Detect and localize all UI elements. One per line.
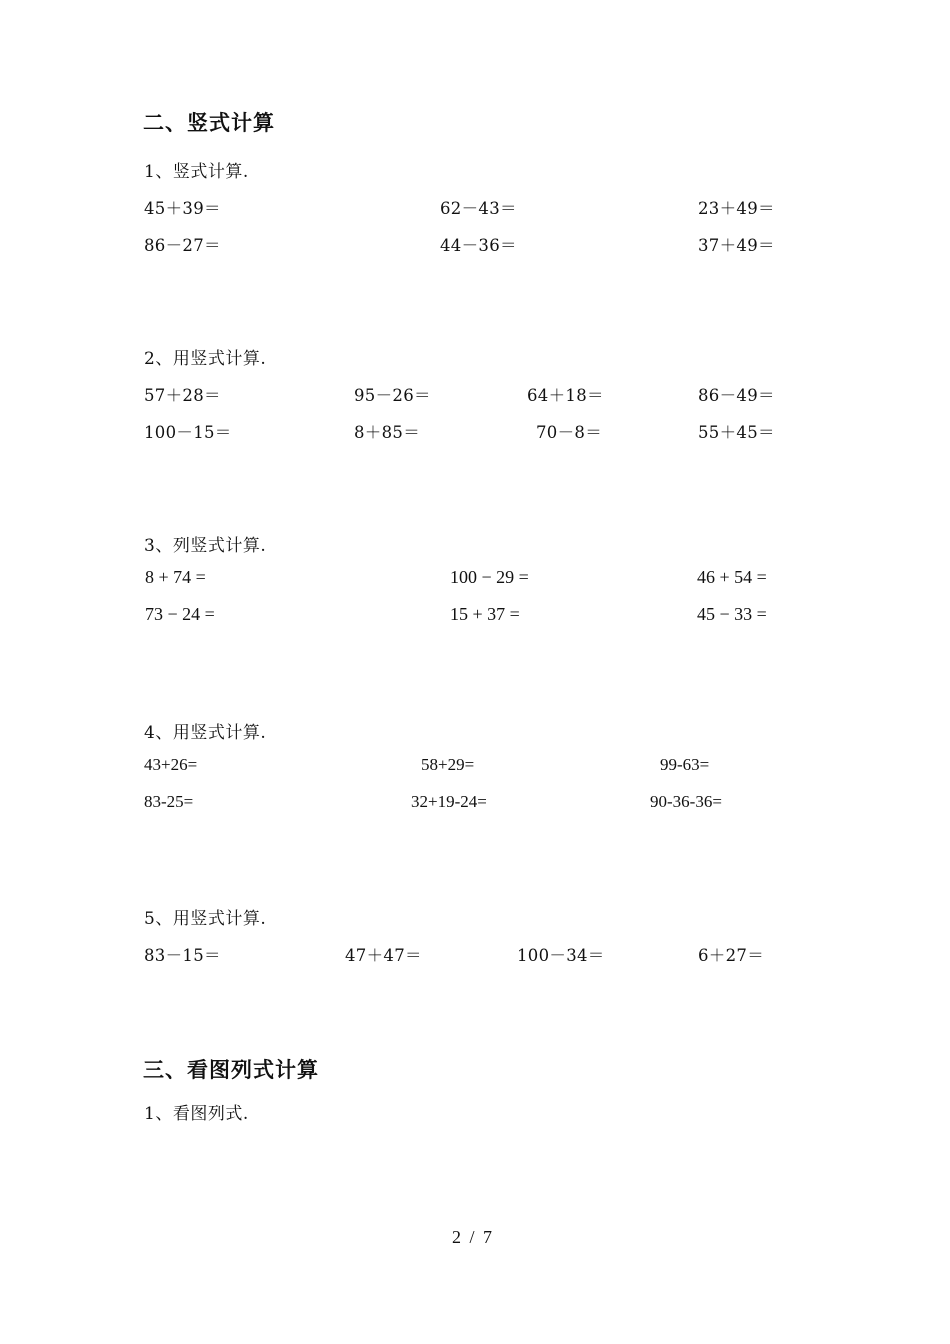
expression: 73 − 24 = bbox=[145, 604, 215, 624]
expression: 70－8＝ bbox=[536, 423, 602, 442]
question-title: 1、竖式计算. bbox=[144, 162, 249, 182]
expression: 55＋45＝ bbox=[698, 423, 775, 442]
expression: 90-36-36= bbox=[650, 792, 722, 811]
question-title: 5、用竖式计算. bbox=[144, 909, 267, 929]
expression: 86－49＝ bbox=[698, 386, 775, 405]
page-number: 2 / 7 bbox=[452, 1227, 495, 1247]
expression: 47＋47＝ bbox=[345, 946, 422, 965]
question-title: 2、用竖式计算. bbox=[144, 349, 267, 369]
expression: 15 + 37 = bbox=[450, 604, 520, 624]
expression: 83－15＝ bbox=[144, 946, 221, 965]
question-title: 1、看图列式. bbox=[144, 1104, 249, 1124]
expression: 8 + 74 = bbox=[145, 567, 206, 587]
expression: 100－34＝ bbox=[517, 946, 605, 965]
expression: 64＋18＝ bbox=[527, 386, 604, 405]
question-title: 3、列竖式计算. bbox=[144, 536, 267, 556]
expression: 57＋28＝ bbox=[144, 386, 221, 405]
question-title: 4、用竖式计算. bbox=[144, 723, 267, 743]
expression: 43+26= bbox=[144, 755, 198, 774]
expression: 46 + 54 = bbox=[697, 567, 767, 587]
expression: 86－27＝ bbox=[144, 236, 221, 255]
expression: 32+19-24= bbox=[411, 792, 487, 811]
expression: 6＋27＝ bbox=[698, 946, 764, 965]
expression: 23＋49＝ bbox=[698, 199, 775, 218]
expression: 45 − 33 = bbox=[697, 604, 767, 624]
expression: 83-25= bbox=[144, 792, 194, 811]
section-heading-picture-calculation: 三、看图列式计算 bbox=[143, 1058, 319, 1082]
expression: 100－15＝ bbox=[144, 423, 232, 442]
section-heading-vertical-calculation: 二、竖式计算 bbox=[143, 111, 275, 135]
expression: 45＋39＝ bbox=[144, 199, 221, 218]
expression: 99-63= bbox=[660, 755, 710, 774]
expression: 95－26＝ bbox=[354, 386, 431, 405]
expression: 58+29= bbox=[421, 755, 475, 774]
expression: 37＋49＝ bbox=[698, 236, 775, 255]
expression: 100 − 29 = bbox=[450, 567, 529, 587]
expression: 62－43＝ bbox=[440, 199, 517, 218]
expression: 44－36＝ bbox=[440, 236, 517, 255]
expression: 8＋85＝ bbox=[354, 423, 420, 442]
